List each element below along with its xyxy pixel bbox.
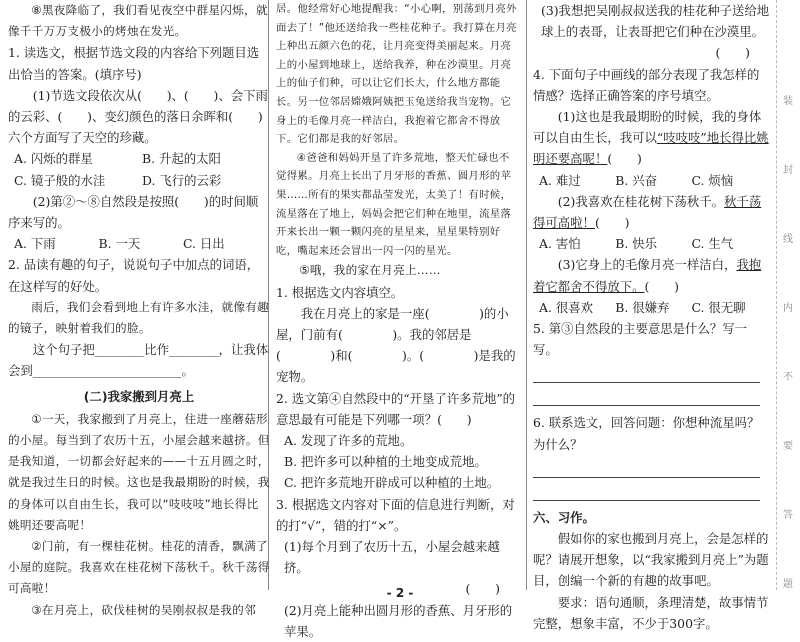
question-1-2-options: [8, 233, 270, 254]
option: B. 把许多可以种植的土地变成荒地。: [284, 454, 487, 470]
question-2: 2. 品读有趣的句子，说说句子中加点的词语，在这样写的好处。: [8, 257, 260, 294]
section-title: (二)我家搬到月亮上: [83, 388, 195, 404]
column-divider: [526, 0, 527, 590]
option: B. 升起的太阳: [142, 151, 221, 167]
question-1: 1. 根据选文内容填空。: [276, 284, 404, 300]
story-paragraph-3: ③在月亮上，砍伐桂树的吴刚叔叔是我的邻: [31, 602, 256, 617]
option: B. 很嫌弃: [615, 299, 670, 315]
question-1-fill: 我在月亮上的家是一座( )的小屋，门前有( )。我的邻居是( )和( )。( )是我的宠物。: [276, 305, 516, 385]
answer-paren: ( ): [644, 278, 679, 294]
essay-requirements: 要求：语句通顺，条理清楚，故事情节完整，想象丰富，不少于300字。: [533, 594, 769, 631]
section-6-title: 六、习作。: [533, 509, 595, 525]
story-paragraph-3-cont: 居。他经常好心地提醒我：“小心啊，别荡到月亮外面去了！”他还送给我一些桂花种子。我打算在月亮上种出五颜六色的花，让月亮变得美丽起来。月亮上的小屋到地球上，送给我养，种在沙漠里。月亮上的仙子们种，可以让它们长大，什么地方都能长。另一位邻居嫦娥阿姨把玉兔送给我当宠物。它身上的毛像月亮一样洁白，我抱着它都舍不得放下。它们都是我的好邻居。: [276, 3, 517, 146]
side-char: 内: [783, 303, 793, 314]
answer-paren: ( ): [715, 45, 750, 61]
option: C. 生气: [691, 236, 734, 252]
question-1: 1. 读选文，根据节选文段的内容给下列题目选出恰当的答案。(填序号): [8, 45, 260, 82]
answer-line[interactable]: [533, 455, 760, 478]
story-paragraph-5: ⑤哦，我的家在月亮上……: [299, 263, 441, 278]
option: A. 害怕: [539, 236, 581, 252]
story-paragraph-1: ①一天，我家搬到了月亮上，住进一座蘑菇形的小屋。每当到了农历十五，小屋会越来越挤。但是我知道，一切都会好起来的——十五月圆之时，就是我过生日的时候。这也是我最期盼的时候，我的身体可以自由生长，我可以“吱吱吱”地长得比姚明还要高呢！: [8, 411, 270, 532]
quote-sentence: 雨后，我们会看到地上有许多水洼，就像有趣的镜子，映射着我们的脸。: [8, 299, 270, 336]
middle-column: [276, 0, 520, 639]
question-6: 6. 联系选文，回答问题：你想种流星吗？为什么？: [533, 415, 760, 452]
option: A. 闪烁的群星: [14, 151, 93, 167]
binding-line: [776, 0, 777, 590]
answer-paren: ( ): [594, 215, 630, 231]
essay-prompt: 假如你的家也搬到月亮上，会是怎样的呢？请展开想象，以“我家搬到月亮上”为题目，创编一个新的有趣的故事吧。: [533, 531, 769, 589]
side-char: 不: [783, 372, 793, 383]
story-paragraph-4: ④爸爸和妈妈开垦了许多荒地，整天忙碌也不觉得累。月亮上长出了月牙形的香蕉、圆月形的苹果……所有的果实都晶莹发光，太美了！有时候，流星落在了地上，妈妈会把它们种在地里，流星落开来长出一颗一颗闪亮的星星来，星星果特别好吃，嘴起来还会冒出一闪一闪的星光。: [276, 151, 512, 257]
question-3-1: (1)每个月到了农历十五，小屋会越来越挤。: [284, 538, 500, 576]
answer-paren: ( ): [607, 151, 642, 167]
option: C. 镜子般的水洼: [14, 172, 106, 188]
question-2-options: [276, 430, 520, 494]
question-3-3: (3)我想把吴刚叔叔送我的桂花种子送给地球上的表哥，让表哥把它们种在沙漠里。: [541, 3, 770, 40]
paragraph-8: ⑧黑夜降临了，我们看见夜空中群星闪烁，就像千千万万支极小的烤烛在发光。: [8, 3, 268, 39]
question-2-fill: 这个句子把________比作________，让我体会到________________________。: [8, 342, 269, 379]
question-4: 4. 下面句子中画线的部分表现了我怎样的情感？选择正确答案的序号填空。: [533, 66, 760, 103]
answer-paren: ( ): [465, 581, 500, 597]
option: C. 很无聊: [691, 299, 746, 315]
side-char: 要: [783, 441, 793, 452]
option: B. 快乐: [615, 236, 657, 252]
sentence-text: (3)它身上的毛像月亮一样洁白，: [557, 257, 737, 273]
option: B. 兴奋: [615, 172, 657, 188]
option: A. 很喜欢: [539, 299, 593, 315]
question-1-1-options: [8, 148, 270, 190]
sentence-text: (2)我喜欢在桂花树下荡秋千。: [557, 193, 725, 209]
sentence-text: (1)这也是我最期盼的时候，我的身体可以自由生长，我可以: [533, 109, 762, 146]
side-char: 封: [783, 165, 793, 176]
side-char: 线: [783, 234, 793, 245]
option: A. 下雨: [14, 236, 56, 252]
page-number: - 2 -: [386, 586, 414, 600]
side-char: 题: [783, 579, 793, 590]
question-1-1: (1)节选文段依次从( )、( )、会下雨的云彩、( )、变幻颜色的落日余晖和( )六个方面写了天空的珍藏。: [8, 87, 268, 146]
story-paragraph-2: ②门前，有一棵桂花树。桂花的清香，飘满了小屋的庭院。我喜欢在桂花树下荡秋千。秋千荡得可高啦！: [8, 539, 270, 596]
option: C. 日出: [182, 236, 225, 252]
underlined-text: 我抱着它都舍不得放下。: [533, 257, 762, 294]
underlined-text: 秋千荡得可高啦！: [533, 193, 762, 231]
side-char: 答: [783, 510, 793, 521]
option: C. 把许多荒地开辟成可以种植的土地。: [284, 475, 500, 491]
question-1-2: (2)第②～⑧自然段是按照( )的时间顺序来写的。: [8, 193, 259, 231]
question-4-2: [533, 191, 770, 233]
question-3-2: (2)月亮上能种出圆月形的香蕉、月牙形的苹果。: [284, 602, 513, 639]
option: A. 发现了许多的荒地。: [284, 432, 413, 448]
question-4-2-options: [533, 233, 770, 254]
question-3: 3. 根据选文内容对下面的信息进行判断，对的打“√”，错的打“×”。: [276, 496, 515, 533]
question-4-1-options: [533, 170, 770, 191]
answer-line[interactable]: [533, 478, 760, 501]
question-4-3: [533, 254, 770, 296]
underlined-text: “吱吱吱”地长得比姚明还要高呢！: [533, 130, 769, 167]
answer-line[interactable]: [533, 360, 760, 383]
option: B. 一天: [98, 236, 141, 252]
question-4-1: [533, 106, 770, 170]
question-2: 2. 选文第④自然段中的“开垦了许多荒地”的意思最有可能是下列哪一项？( ): [276, 390, 516, 427]
option: C. 烦恼: [691, 172, 734, 188]
question-4-3-options: [533, 297, 770, 318]
answer-line[interactable]: [533, 383, 760, 406]
right-column: [533, 0, 770, 631]
binding-margin-text: [781, 92, 795, 590]
option: A. 难过: [539, 172, 581, 188]
question-5: 5. 第③自然段的主要意思是什么？写一写。: [533, 321, 748, 358]
option: D. 飞行的云彩: [142, 172, 222, 188]
side-char: 装: [783, 96, 793, 107]
left-column: [0, 0, 270, 617]
